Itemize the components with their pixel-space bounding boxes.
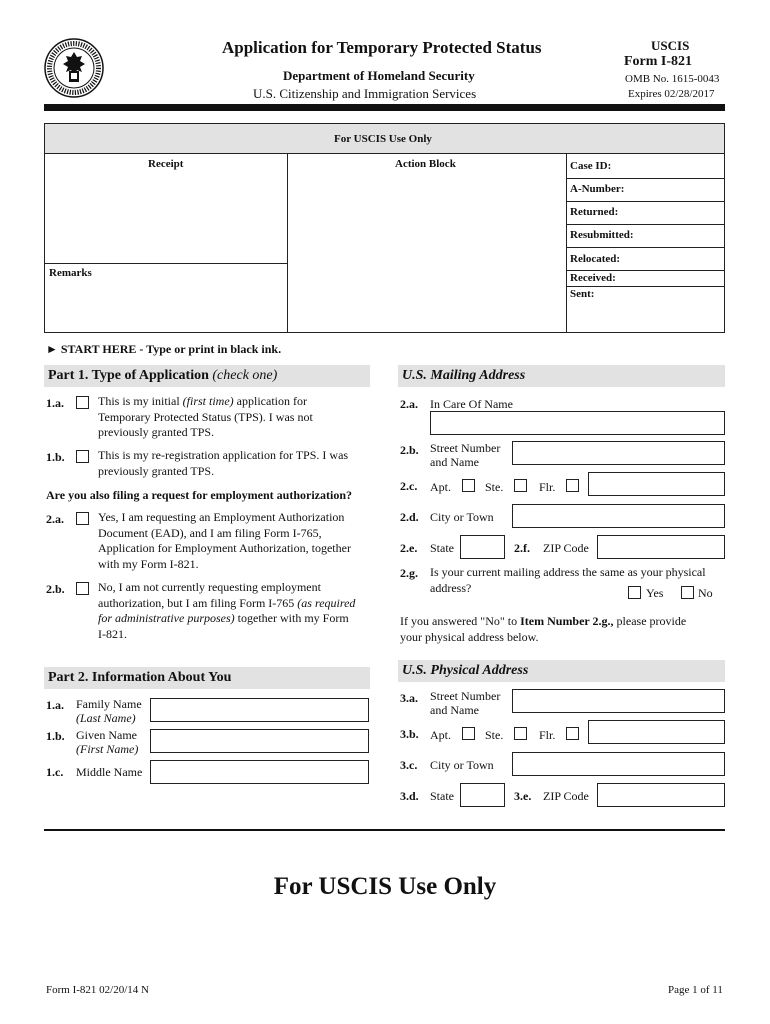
dhs-seal <box>44 38 104 98</box>
physical-address-note <box>400 614 725 645</box>
p-3e-number: 3.e. <box>514 789 532 803</box>
agency-acronym: USCIS <box>651 38 690 53</box>
mailing-street-input[interactable] <box>512 441 725 465</box>
m-city-label: City or Town <box>430 510 494 524</box>
m-street-label <box>430 441 500 469</box>
part2-header <box>44 667 370 689</box>
same-address-no-checkbox[interactable] <box>681 586 694 599</box>
q1a-pre: This is my initial <box>98 394 183 408</box>
action-block-label: Action Block <box>395 158 456 170</box>
expiration-date: Expires 02/28/2017 <box>628 88 715 100</box>
header-rule <box>44 104 725 111</box>
sent-label: Sent: <box>570 288 595 300</box>
returned-label: Returned: <box>570 206 619 218</box>
note-pre: If you answered "No" to <box>400 614 521 628</box>
part1-header <box>44 365 370 387</box>
part1-title-note: (check one) <box>212 368 278 383</box>
p-ste-label: Ste. <box>485 728 504 742</box>
note-line2: your physical address below. <box>400 629 539 644</box>
q2a-line4: with my Form I-821. <box>98 556 199 571</box>
m-street-label1: Street Number <box>430 441 501 455</box>
mailing-state-input[interactable] <box>460 535 505 559</box>
m-2d-number: 2.d. <box>400 510 419 524</box>
receipt-divider <box>287 154 288 333</box>
p-flr-label: Flr. <box>539 728 556 742</box>
given-name-text: Given Name <box>76 728 137 742</box>
office-use-title: For USCIS Use Only <box>334 133 432 145</box>
m-2c-number: 2.c. <box>400 479 418 493</box>
bottom-rule <box>44 829 725 831</box>
part1-title: Part 1. Type of Application <box>48 368 209 383</box>
footer-page-number: Page 1 of 11 <box>668 984 723 996</box>
q2b-line2-pre: authorization, but I am filing Form I-765 <box>98 595 298 610</box>
m-2a-number: 2.a. <box>400 397 418 411</box>
physical-ste-checkbox[interactable] <box>514 727 527 740</box>
q2a-text <box>98 510 370 572</box>
q2b-line1: No, I am not currently requesting employment <box>98 580 321 594</box>
footer-form-edition: Form I-821 02/20/14 N <box>46 984 149 996</box>
yes-label: Yes <box>646 586 664 600</box>
middle-name-input[interactable] <box>150 760 369 784</box>
m-2b-number: 2.b. <box>400 443 419 457</box>
p-3c-number: 3.c. <box>400 758 418 772</box>
p-street-label2: and Name <box>430 703 479 717</box>
family-name-input[interactable] <box>150 698 369 722</box>
p2-q1b-number: 1.b. <box>46 729 65 743</box>
physical-city-input[interactable] <box>512 752 725 776</box>
physical-apt-checkbox[interactable] <box>462 727 475 740</box>
same-address-yes-checkbox[interactable] <box>628 586 641 599</box>
first-name-hint: (First Name) <box>76 742 139 756</box>
employment-question: Are you also filing a request for employment authorization? <box>46 488 352 502</box>
p-city-label: City or Town <box>430 758 494 772</box>
middle-name-label: Middle Name <box>76 765 143 779</box>
part2-title: Part 2. Information About You <box>48 670 232 685</box>
mailing-flr-checkbox[interactable] <box>566 479 579 492</box>
mailing-address-header <box>398 365 725 387</box>
no-label: No <box>698 586 713 600</box>
mailing-city-input[interactable] <box>512 504 725 528</box>
m-street-label2: and Name <box>430 455 479 469</box>
last-name-hint: (Last Name) <box>76 711 136 725</box>
receipt-label: Receipt <box>148 158 184 170</box>
case-row-line <box>566 224 725 225</box>
start-here-instruction: ► START HERE - Type or print in black ink. <box>46 342 282 356</box>
resubmitted-label: Resubmitted: <box>570 229 634 241</box>
q1b-line1: This is my re-registration application for TPS. I was <box>98 448 349 462</box>
note-bold: Item Number 2.g., <box>520 614 614 628</box>
initial-application-checkbox[interactable] <box>76 396 89 409</box>
agency-name: U.S. Citizenship and Immigration Services <box>253 86 477 101</box>
q2a-number: 2.a. <box>46 512 64 526</box>
q2b-line3-em: for administrative purposes) <box>98 611 235 625</box>
mailing-ste-checkbox[interactable] <box>514 479 527 492</box>
m-apt-label: Apt. <box>430 480 451 494</box>
remarks-label: Remarks <box>49 267 92 279</box>
m-2f-number: 2.f. <box>514 541 530 555</box>
q2a-line2: Document (EAD), and I am filing Form I-765, <box>98 525 322 540</box>
m-flr-label: Flr. <box>539 480 556 494</box>
p-apt-label: Apt. <box>430 728 451 742</box>
physical-unit-input[interactable] <box>588 720 725 744</box>
remarks-divider <box>45 263 287 264</box>
q1a-post: application for <box>233 394 307 408</box>
received-label: Received: <box>570 272 616 284</box>
p-street-label <box>430 689 500 717</box>
requesting-ead-checkbox[interactable] <box>76 512 89 525</box>
q1a-text <box>98 394 368 441</box>
q2a-line3: Application for Employment Authorization, together <box>98 541 351 555</box>
m-ste-label: Ste. <box>485 480 504 494</box>
q2b-line2-em: (as required <box>297 595 356 610</box>
office-use-only-banner: For USCIS Use Only <box>273 873 497 900</box>
p-3b-number: 3.b. <box>400 727 419 741</box>
p-street-label1: Street Number <box>430 689 501 703</box>
q1b-line2: previously granted TPS. <box>98 463 215 478</box>
p-state-label: State <box>430 789 454 803</box>
physical-street-input[interactable] <box>512 689 725 713</box>
physical-flr-checkbox[interactable] <box>566 727 579 740</box>
department-name: Department of Homeland Security <box>283 68 475 83</box>
mailing-apt-checkbox[interactable] <box>462 479 475 492</box>
form-title: Application for Temporary Protected Status <box>222 38 542 57</box>
p-zip-label: ZIP Code <box>543 789 589 803</box>
case-row-line <box>566 201 725 202</box>
mailing-unit-input[interactable] <box>588 472 725 496</box>
case-row-line <box>566 270 725 271</box>
p-3d-number: 3.d. <box>400 789 419 803</box>
q1b-number: 1.b. <box>46 450 65 464</box>
omb-number: OMB No. 1615-0043 <box>625 73 720 85</box>
physical-zip-input[interactable] <box>597 783 725 807</box>
office-use-block <box>44 123 725 333</box>
q2b-line3-post: together with my Form <box>234 611 349 625</box>
m-2e-number: 2.e. <box>400 541 418 555</box>
mailing-zip-input[interactable] <box>597 535 725 559</box>
relocated-label: Relocated: <box>570 253 621 265</box>
q1b-text <box>98 448 370 479</box>
q2b-text <box>98 580 370 642</box>
in-care-of-input[interactable] <box>430 411 725 435</box>
family-name-text: Family Name <box>76 697 142 711</box>
action-divider <box>566 154 567 333</box>
m-2g-number: 2.g. <box>400 566 418 580</box>
q1a-number: 1.a. <box>46 396 64 410</box>
not-requesting-ead-checkbox[interactable] <box>76 582 89 595</box>
q1a-line3: previously granted TPS. <box>98 425 215 439</box>
p2-q1c-number: 1.c. <box>46 765 64 779</box>
m-2g-line1: Is your current mailing address the same as your physical <box>430 565 706 579</box>
a-number-label: A-Number: <box>570 183 625 195</box>
note-post: please provide <box>613 614 687 628</box>
m-state-label: State <box>430 541 454 555</box>
p-3a-number: 3.a. <box>400 691 418 705</box>
q2b-line4: I-821. <box>98 626 127 641</box>
q1a-line2: Temporary Protected Status (TPS). I was not <box>98 409 313 424</box>
given-name-input[interactable] <box>150 729 369 753</box>
physical-address-title: U.S. Physical Address <box>402 663 529 678</box>
m-2g-line2: address? <box>430 580 472 595</box>
in-care-of-label: In Care Of Name <box>430 397 513 411</box>
case-row-line <box>566 178 725 179</box>
form-number: Form I-821 <box>624 54 693 69</box>
given-name-label <box>76 728 138 756</box>
p2-q1a-number: 1.a. <box>46 698 64 712</box>
family-name-label <box>76 697 142 725</box>
case-row-line <box>566 286 725 287</box>
mailing-address-title: U.S. Mailing Address <box>402 368 526 383</box>
case-row-line <box>566 247 725 248</box>
reregistration-checkbox[interactable] <box>76 450 89 463</box>
physical-state-input[interactable] <box>460 783 505 807</box>
q1a-em: (first time) <box>182 394 234 408</box>
q2a-line1: Yes, I am requesting an Employment Authorization <box>98 510 345 524</box>
q2b-number: 2.b. <box>46 582 65 596</box>
m-zip-label: ZIP Code <box>543 541 589 555</box>
case-id-label: Case ID: <box>570 160 612 172</box>
physical-address-header <box>398 660 725 682</box>
